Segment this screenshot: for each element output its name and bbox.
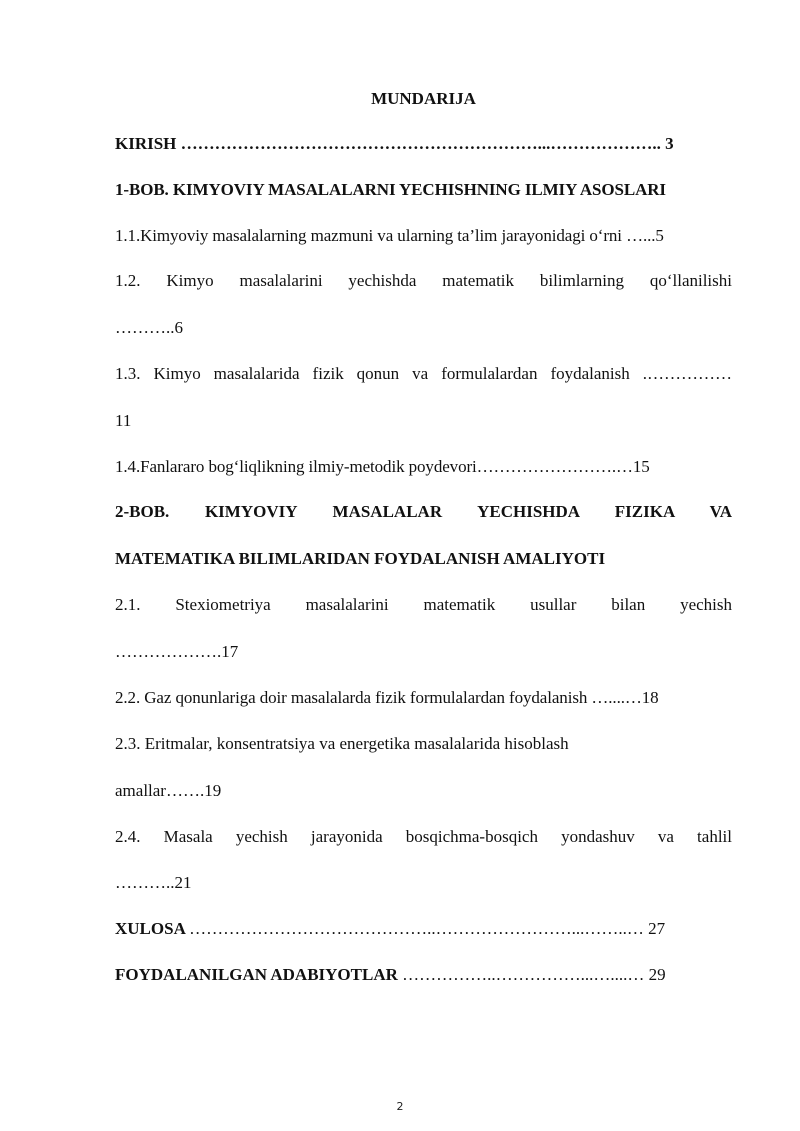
toc-dot-leader: ……………………………………..……………………...……..… 27 <box>189 919 666 938</box>
toc-title: MUNDARIJA <box>371 89 476 108</box>
toc-entry-1-3: 1.3. Kimyo masalalarida fizik qonun va formulalardan foydalanish .…………… <box>115 364 732 383</box>
toc-chapter-2-heading: 2-BOB. KIMYOVIY MASALALAR YECHISHDA FIZIKA VA <box>115 502 732 521</box>
toc-entry-xulosa-text: XULOSA <box>115 919 190 938</box>
toc-entry-2-2: 2.2. Gaz qonunlariga doir masalalarda fizik formulalardan foydalanish …....…18 <box>115 688 659 707</box>
toc-entry-1-3-page: 11 <box>115 411 132 430</box>
toc-entry-adabiyotlar <box>115 964 732 986</box>
toc-entry-2-1-page: ……………….17 <box>115 642 239 661</box>
toc-chapter-1-heading: 1-BOB. KIMYOVIY MASALALARNI YECHISHNING ILMIY ASOSLARI <box>115 180 666 199</box>
toc-entry-1-1: 1.1.Kimyoviy masalalarning mazmuni va ularning ta’lim jarayonidagi o‘rni …...5 <box>115 226 664 245</box>
toc-entry-2-4-page: ………..21 <box>115 873 192 892</box>
toc-entry-1-2-page: ………..6 <box>115 318 183 337</box>
toc-entry-2-3-page: amallar…….19 <box>115 781 222 800</box>
toc-entry-2-1: 2.1. Stexiometriya masalalarini matematik usullar bilan yechish <box>115 595 732 614</box>
toc-dot-leader: ……………..……………...…....… 29 <box>402 965 666 984</box>
toc-entry-2-3: 2.3. Eritmalar, konsentratsiya va energetika masalalarida hisoblash <box>115 734 569 753</box>
toc-entry-2-4: 2.4. Masala yechish jarayonida bosqichma-bosqich yondashuv va tahlil <box>115 827 732 846</box>
page-number: 2 <box>396 1100 404 1113</box>
toc-entry-xulosa <box>115 918 732 940</box>
toc-entry-kirish: KIRISH ………………………………………………………...……………….. 3 <box>115 134 674 153</box>
toc-entry-1-2: 1.2. Kimyo masalalarini yechishda matematik bilimlarning qo‘llanilishi <box>115 271 732 290</box>
toc-entry-1-4: 1.4.Fanlararo bog‘liqlikning ilmiy-metodik poydevori…………………….…15 <box>115 457 650 476</box>
toc-entry-adabiyotlar-text: FOYDALANILGAN ADABIYOTLAR <box>115 965 403 984</box>
toc-chapter-2-heading-cont: MATEMATIKA BILIMLARIDAN FOYDALANISH AMALIYOTI <box>115 549 606 568</box>
